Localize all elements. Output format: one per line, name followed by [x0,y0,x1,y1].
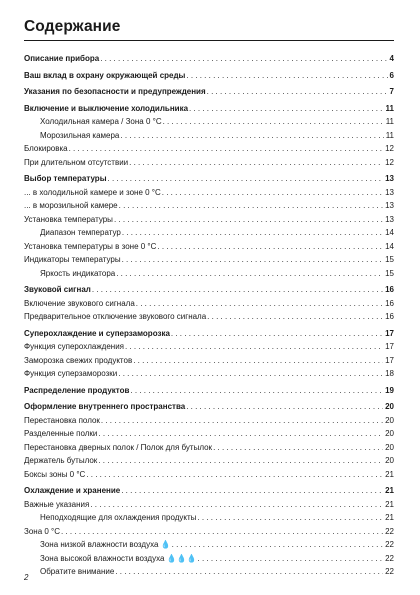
toc-entry-page: 17 [385,328,394,338]
toc-entry [24,69,394,83]
toc-entry [24,484,394,498]
toc-entry-label: Зона 0 °C [24,526,61,536]
toc-entry-label: Перестановка полок [24,415,100,425]
toc-entry-label: Функция суперохлаждения [24,342,124,351]
toc-entry [24,253,394,267]
dot-leader [107,172,384,186]
dot-leader [135,297,383,311]
toc-entry-page: 18 [385,369,394,378]
toc-entry [24,310,394,324]
toc-entry-page: 13 [385,187,394,197]
dot-leader [206,85,388,99]
dot-leader [97,454,383,468]
dot-leader [162,115,384,129]
toc-entry [24,367,394,381]
toc-entry-label: Зона низкой влажности воздуха 💧 [40,540,171,549]
toc-entry-label: Холодильная камера / Зона 0 °C [40,117,162,126]
toc-entry [24,297,394,311]
toc-entry-label: Боксы зоны 0 °C [24,469,86,479]
toc-entry [24,199,394,213]
toc-entry [24,240,394,254]
title-rule [24,40,394,41]
toc-entry [24,441,394,455]
toc-entry-label: Распределение продуктов [24,385,130,395]
dot-leader [115,267,383,281]
toc-entry [24,115,394,129]
toc-entry-label: При длительном отсутствии [24,157,129,167]
toc-entry [24,283,394,297]
toc-entry [24,213,394,227]
toc-entry [24,327,394,341]
dot-leader [100,414,383,428]
toc-entry [24,525,394,539]
toc-entry-label: Важные указания [24,499,90,509]
dot-leader [68,142,383,156]
toc-entry-page: 22 [385,567,394,576]
dot-leader [85,468,383,482]
toc-entry [24,102,394,116]
toc-entry-label: Морозильная камера [40,130,120,140]
toc-entry-page: 20 [385,442,394,452]
toc-entry-label: Зона высокой влажности воздуха 💧💧💧 [40,553,197,563]
toc-entry-page: 7 [389,87,394,96]
toc-entry-page: 4 [389,54,394,63]
toc-entry-label: Блокировка [24,144,68,153]
dot-leader [120,484,383,498]
toc-entry [24,400,394,414]
toc-entry-page: 11 [385,117,394,126]
toc-entry-page: 17 [385,342,394,351]
toc-entry [24,454,394,468]
page-number: 2 [24,573,29,582]
page-title: Содержание [24,18,121,35]
dot-leader [132,354,383,368]
dot-leader [188,102,384,116]
toc-entry-page: 16 [385,298,394,308]
toc-entry [24,354,394,368]
toc-entry-label: Заморозка свежих продуктов [24,355,133,365]
toc-entry-page: 20 [385,415,394,425]
dot-leader [161,186,383,200]
dot-leader [185,69,387,83]
toc-entry-page: 15 [385,268,394,278]
toc-entry-label: Ваш вклад в охрану окружающей среды [24,70,186,80]
toc-entry [24,498,394,512]
toc-entry-label: Звуковой сигнал [24,285,91,294]
toc-entry-label: Охлаждение и хранение [24,486,121,495]
toc-entry-page: 20 [385,456,394,465]
toc-entry [24,267,394,281]
toc-entry-label: Обратите внимание [40,567,115,576]
toc-entry-page: 14 [385,228,394,237]
dot-leader [60,525,383,539]
toc-entry-label: Держатель бутылок [24,456,98,465]
dot-leader [97,427,383,441]
toc-entry-label: Включение и выключение холодильника [24,103,189,113]
dot-leader [171,538,383,552]
toc-entry-label: Индикаторы температуры [24,255,121,264]
toc-entry [24,384,394,398]
toc-entry-page: 11 [385,103,394,113]
dot-leader [124,340,383,354]
toc-entry-page: 22 [385,553,394,563]
toc-entry-label: Оформление внутреннего пространства [24,402,186,411]
toc-entry-page: 21 [385,469,394,479]
toc-entry [24,85,394,99]
toc-entry-label: Описание прибора [24,54,100,63]
toc-entry-label: Установка температуры в зоне 0 °C [24,241,157,251]
toc-entry-page: 14 [385,241,394,251]
toc-entry-page: 11 [385,130,394,140]
dot-leader [196,511,383,525]
toc-entry-page: 13 [385,214,394,224]
dot-leader [89,498,383,512]
toc-entry-page: 6 [389,70,394,80]
toc-entry-page: 21 [385,499,394,509]
toc-entry [24,129,394,143]
toc-entry-page: 16 [385,312,394,321]
dot-leader [119,129,383,143]
table-of-contents [24,52,394,579]
dot-leader [170,327,383,341]
toc-entry [24,511,394,525]
toc-entry [24,552,394,566]
toc-entry-page: 12 [385,157,394,167]
toc-entry-label: Выбор температуры [24,174,107,183]
dot-leader [212,441,383,455]
dot-leader [99,52,387,66]
toc-entry [24,186,394,200]
toc-entry-label: Предварительное отключение звукового сигнала [24,312,207,321]
toc-entry [24,468,394,482]
toc-entry-label: Яркость индикатора [40,268,116,278]
toc-entry-label: ... в холодильной камере и зоне 0 °C [24,187,161,197]
toc-entry-page: 12 [385,144,394,153]
toc-entry-page: 17 [385,355,394,365]
dot-leader [114,565,383,579]
dot-leader [121,253,384,267]
toc-entry-label: Установка температуры [24,214,113,224]
dot-leader [129,384,383,398]
toc-entry-label: Неподходящие для охлаждения продукты [40,513,197,522]
toc-entry [24,340,394,354]
dot-leader [197,552,384,566]
toc-entry-page: 20 [385,429,394,438]
toc-entry-label: Диапазон температур [40,228,121,237]
toc-entry-page: 21 [385,486,394,495]
toc-entry-page: 16 [385,285,394,294]
dot-leader [156,240,383,254]
toc-entry-page: 19 [385,385,394,395]
dot-leader [206,310,383,324]
toc-entry [24,156,394,170]
dot-leader [121,226,383,240]
toc-entry [24,538,394,552]
toc-entry-page: 21 [385,513,394,522]
dot-leader [128,156,383,170]
toc-entry [24,172,394,186]
toc-entry [24,414,394,428]
toc-entry [24,226,394,240]
toc-entry-page: 13 [385,174,394,183]
dot-leader [113,213,383,227]
toc-entry-page: 15 [385,255,394,264]
toc-entry [24,52,394,66]
toc-entry-label: Суперохлаждение и суперзаморозка [24,328,170,338]
dot-leader [185,400,383,414]
toc-entry-label: Указания по безопасности и предупреждения [24,87,206,96]
toc-entry [24,427,394,441]
toc-entry [24,565,394,579]
dot-leader [91,283,383,297]
toc-entry-label: Функция суперзаморозки [24,369,118,378]
toc-entry-page: 22 [385,540,394,549]
toc-entry-page: 13 [385,201,394,210]
toc-entry-label: Включение звукового сигнала [24,298,135,308]
dot-leader [118,199,383,213]
toc-entry-page: 20 [385,402,394,411]
toc-entry-label: Перестановка дверных полок / Полок для бутылок [24,442,213,452]
toc-entry-label: ... в морозильной камере [24,201,118,210]
toc-entry-page: 22 [385,526,394,536]
toc-entry [24,142,394,156]
toc-entry-label: Разделенные полки [24,429,98,438]
dot-leader [117,367,383,381]
